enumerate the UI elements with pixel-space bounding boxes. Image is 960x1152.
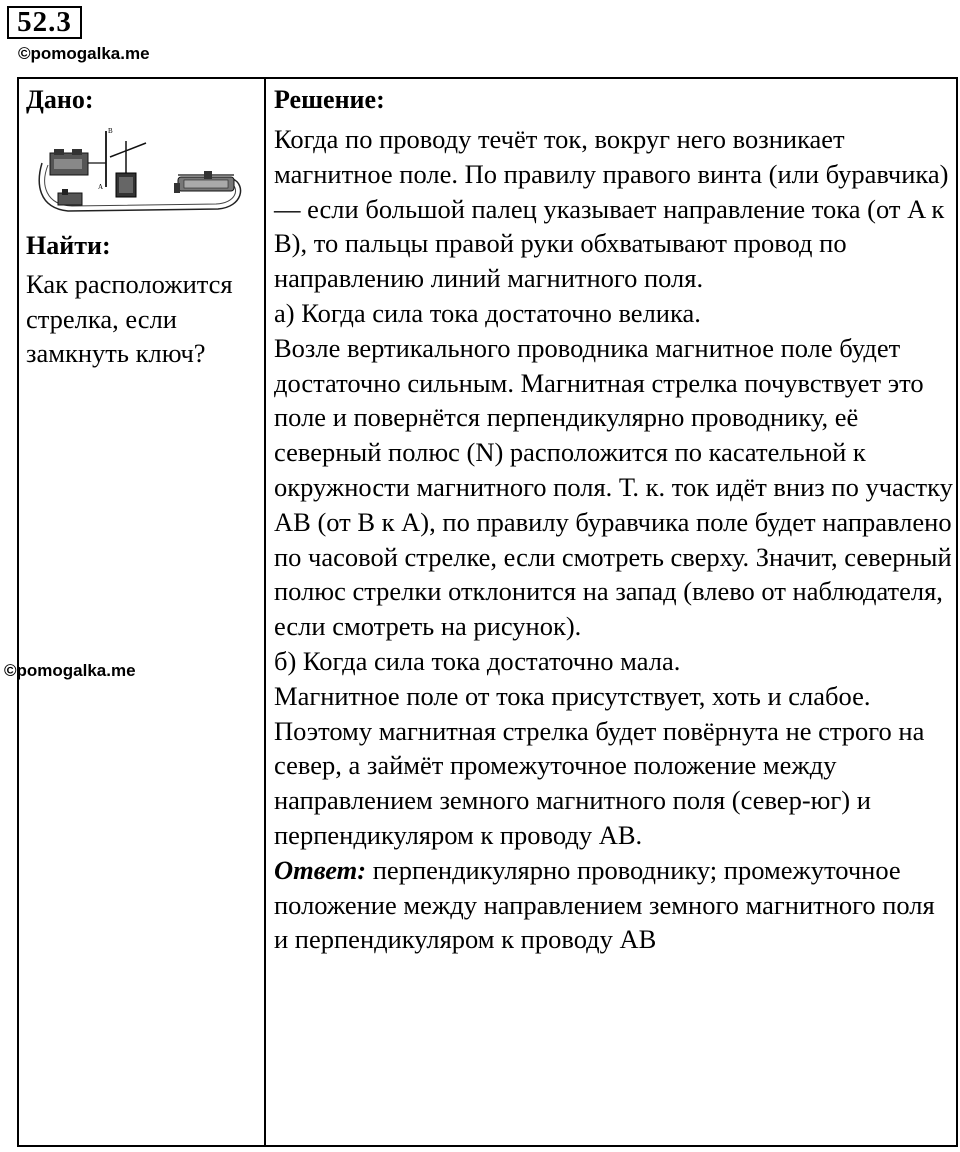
answer-label: Ответ: [274, 854, 367, 885]
solution-paragraph: б) Когда сила тока достаточно мала. [274, 645, 681, 676]
watermark-top: ©pomogalka.me [18, 44, 150, 63]
svg-text:A: A [98, 183, 104, 191]
find-question: Как расположится стрелка, если замкнуть ключ? [26, 269, 233, 368]
rheostat-icon [174, 171, 234, 193]
watermark-middle: ©pomogalka.me [4, 661, 136, 680]
solution-paragraph: Магнитное поле от тока присутствует, хоть и слабое. Поэтому магнитная стрелка будет повёрнута не строго на север, а займёт промежуточное положение между направлением земного магнитного поля (север-юг) и перпендикуляром к проводу AB. [274, 680, 925, 850]
solution-paragraph: Когда по проводу течёт ток, вокруг него возникает магнитное поле. По правилу правого винта (или буравчика) — если большой палец указывает направление тока (от A к B), то пальцы правой руки обхватывают провод по направлению линий магнитного поля. [274, 124, 949, 294]
solution-text [274, 122, 954, 957]
circuit-figure [28, 123, 248, 221]
solution-heading: Решение: [274, 85, 385, 114]
answer [274, 853, 954, 957]
solution-paragraph: Возле вертикального проводника магнитное поле будет достаточно сильным. Магнитная стрелка почувствует это поле и повернётся перпендикулярно проводнику, её северный полюс (N) расположится по касательной к окружности магнитного поля. Т. к. ток идёт вниз по участку AB (от B к A), по правилу буравчика поле будет направлено по часовой стрелке, если смотреть сверху. Значит, северный полюс стрелки отклонится на запад (влево от наблюдателя, если смотреть на рисунок). [274, 332, 953, 642]
solution-paragraph: а) Когда сила тока достаточно велика. [274, 297, 701, 328]
given-column [26, 83, 256, 371]
problem-number: 52.3 [7, 6, 82, 39]
solution-table [17, 77, 958, 1147]
key-switch-icon [58, 189, 82, 205]
svg-text:B: B [108, 127, 113, 135]
battery-icon [50, 149, 88, 175]
column-divider [264, 79, 266, 1145]
find-heading: Найти: [26, 231, 111, 260]
solution-column [274, 83, 954, 957]
magnetic-needle-icon [110, 141, 146, 197]
answer-text: перпендикулярно проводнику; промежуточное положение между направлением земного магнитного поля и перпендикуляром к проводу AB [274, 854, 935, 955]
given-heading: Дано: [26, 85, 94, 114]
